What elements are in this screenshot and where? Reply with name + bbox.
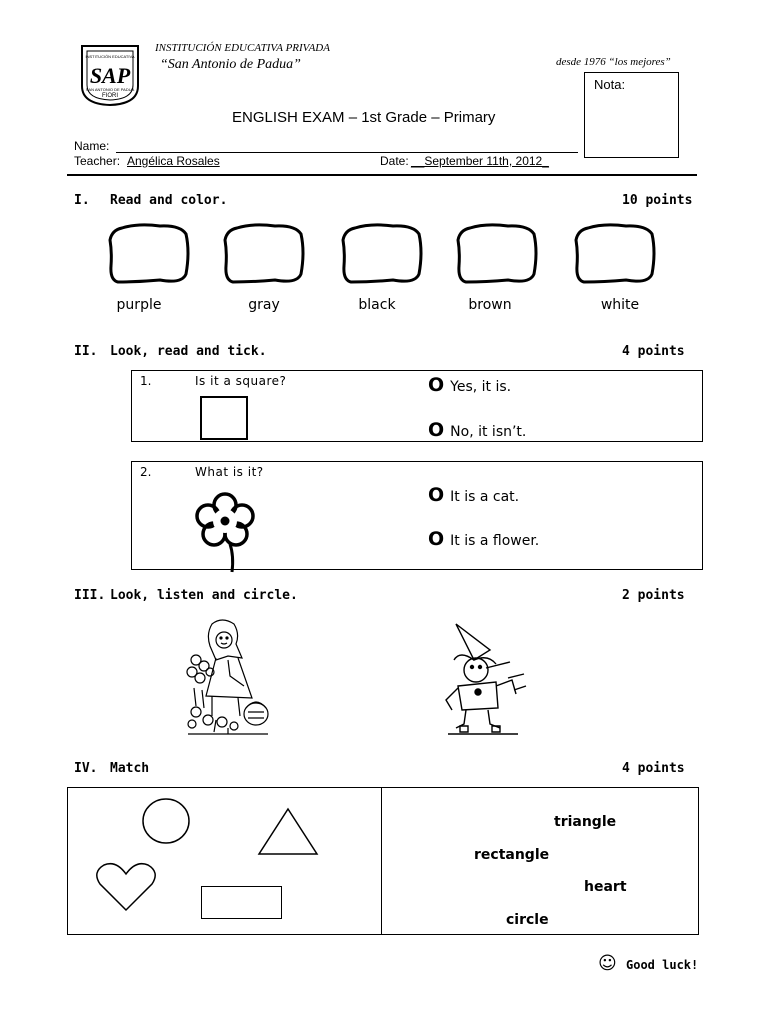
pinocchio-picture[interactable] (438, 620, 530, 736)
section3-title: Look, listen and circle. (110, 588, 298, 603)
logo-seal-text: SAP (89, 63, 131, 88)
color-blob-2[interactable] (223, 222, 305, 286)
school-motto: desde 1976 “los mejores” (556, 56, 671, 68)
match-word-triangle[interactable]: triangle (554, 814, 617, 830)
q1-option-yes-marker[interactable]: O (428, 374, 445, 396)
name-label: Name: (74, 139, 110, 153)
good-luck-text: Good luck! (626, 958, 699, 972)
match-word-heart[interactable]: heart (584, 879, 627, 895)
section2-number: II. (74, 344, 98, 359)
match-table-divider (381, 787, 382, 935)
question-1-text: Is it a square? (195, 374, 287, 388)
name-field-line[interactable] (116, 151, 578, 153)
flower-picture (190, 492, 260, 572)
circle-shape[interactable] (141, 797, 191, 845)
heart-shape[interactable] (94, 860, 158, 914)
color-word-gray: gray (248, 297, 280, 313)
school-type: INSTITUCIÓN EDUCATIVA PRIVADA (155, 42, 330, 54)
section2-title: Look, read and tick. (110, 344, 267, 359)
school-logo (80, 42, 140, 106)
q1-option-no-marker[interactable]: O (428, 419, 445, 441)
teacher-name: Angélica Rosales (127, 154, 220, 168)
q2-option-cat-label: It is a cat. (450, 489, 520, 505)
smiley-icon: ☺ (598, 953, 617, 974)
header-divider (67, 174, 697, 176)
q1-option-yes-label: Yes, it is. (450, 379, 512, 395)
section1-number: I. (74, 193, 90, 208)
match-word-circle[interactable]: circle (506, 912, 549, 928)
color-word-brown: brown (468, 297, 512, 313)
q2-option-cat-marker[interactable]: O (428, 484, 445, 506)
teacher-label: Teacher: (74, 154, 121, 168)
q2-option-flower[interactable] (428, 528, 539, 550)
section3-points: 2 points (622, 588, 685, 603)
rectangle-shape[interactable] (201, 886, 282, 919)
logo-ring-text: SAN ANTONIO DE PADUA (85, 87, 135, 92)
section4-points: 4 points (622, 761, 685, 776)
color-blob-3[interactable] (341, 222, 423, 286)
question-2-number: 2. (140, 465, 152, 479)
triangle-shape[interactable] (257, 807, 319, 857)
q1-option-yes[interactable] (428, 374, 511, 396)
match-word-rectangle[interactable]: rectangle (474, 847, 550, 863)
question-2-text: What is it? (195, 465, 264, 479)
logo-bottom-text: FIORI (102, 93, 118, 99)
section1-title: Read and color. (110, 193, 228, 208)
color-blob-1[interactable] (108, 222, 190, 286)
q2-option-flower-marker[interactable]: O (428, 528, 445, 550)
section4-title: Match (110, 761, 150, 776)
school-name: “San Antonio de Padua” (160, 57, 301, 72)
exam-title: ENGLISH EXAM – 1st Grade – Primary (232, 109, 496, 126)
date-label: Date: (380, 154, 409, 168)
color-word-purple: purple (116, 297, 162, 313)
question-1-box (131, 370, 703, 442)
color-blob-4[interactable] (456, 222, 538, 286)
section2-points: 4 points (622, 344, 685, 359)
q1-option-no-label: No, it isn’t. (450, 424, 527, 440)
logo-top-text: INSTITUCIÓN EDUCATIVA (85, 54, 135, 59)
section4-number: IV. (74, 761, 98, 776)
q2-option-cat[interactable] (428, 484, 519, 506)
color-word-white: white (600, 297, 640, 313)
q2-option-flower-label: It is a flower. (450, 533, 540, 549)
color-blob-5[interactable] (574, 222, 656, 286)
square-picture (200, 396, 248, 440)
grade-box[interactable] (584, 72, 679, 158)
color-word-black: black (358, 297, 396, 313)
section3-number: III. (74, 588, 106, 603)
date-value: __September 11th, 2012_ (411, 154, 549, 168)
girl-with-flowers-picture[interactable] (182, 616, 274, 736)
question-1-number: 1. (140, 374, 152, 388)
grade-box-label: Nota: (594, 77, 626, 92)
section1-points: 10 points (622, 193, 693, 208)
q1-option-no[interactable] (428, 419, 526, 441)
